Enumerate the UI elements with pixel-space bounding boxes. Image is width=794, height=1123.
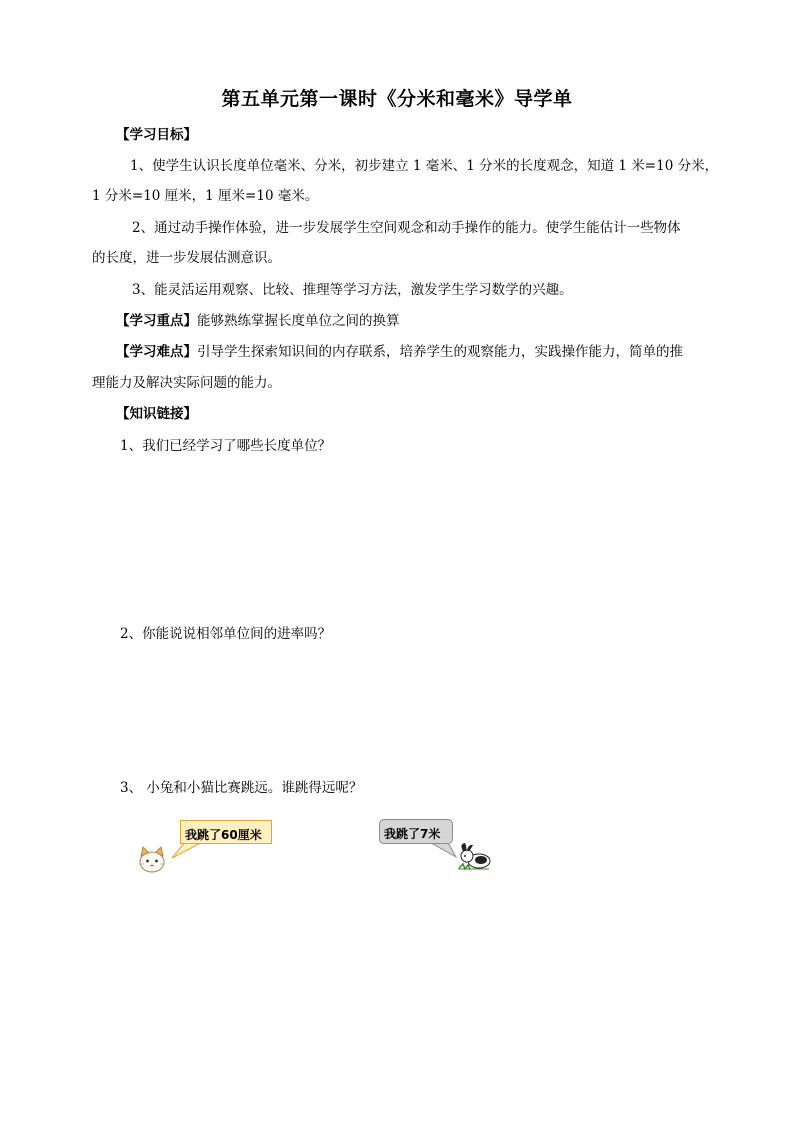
page-title: 第五单元第一课时《分米和毫米》导学单 xyxy=(221,88,573,110)
cat-face-icon xyxy=(136,845,168,875)
difficulty-text: 引导学生探索知识间的内存联系，培养学生的观察能力，实践操作能力，简单的推 xyxy=(197,344,683,360)
cat-speech-bubble: 我跳了60厘米 xyxy=(180,820,272,844)
difficulty-label: 【学习难点】 xyxy=(116,344,197,360)
difficulty-line-2: 理能力及解决实际问题的能力。 xyxy=(92,375,281,391)
objective-2-line-1: 2、通过动手操作体验，进一步发展学生空间观念和动手操作的能力。使学生能估计一些物体 xyxy=(132,220,681,236)
key-point xyxy=(116,313,400,329)
difficulty xyxy=(116,344,683,360)
question-1: 1、我们已经学习了哪些长度单位？ xyxy=(120,438,332,454)
objective-3: 3、能灵活运用观察、比较、推理等学习方法，激发学生学习数学的兴趣。 xyxy=(132,282,573,298)
key-point-label: 【学习重点】 xyxy=(116,313,197,329)
rabbit-icon xyxy=(455,842,495,872)
objectives-heading: 【学习目标】 xyxy=(116,127,197,143)
objective-2-line-2: 的长度，进一步发展估测意识。 xyxy=(92,250,281,266)
rabbit-speech-bubble: 我跳了7米 xyxy=(379,819,453,844)
question-3: 3、 小兔和小猫比赛跳远。谁跳得远呢？ xyxy=(120,780,363,796)
key-point-text: 能够熟练掌握长度单位之间的换算 xyxy=(197,313,400,329)
objective-1-line-1: 1、使学生认识长度单位毫米、分米，初步建立 1 毫米、1 分米的长度观念，知道 1 米=10 分米， xyxy=(130,158,719,174)
knowledge-link-heading: 【知识链接】 xyxy=(116,406,197,422)
question-2: 2、你能说说相邻单位间的进率吗？ xyxy=(120,626,332,642)
objective-1-line-2: 1 分米=10 厘米，1 厘米=10 毫米。 xyxy=(92,188,319,204)
